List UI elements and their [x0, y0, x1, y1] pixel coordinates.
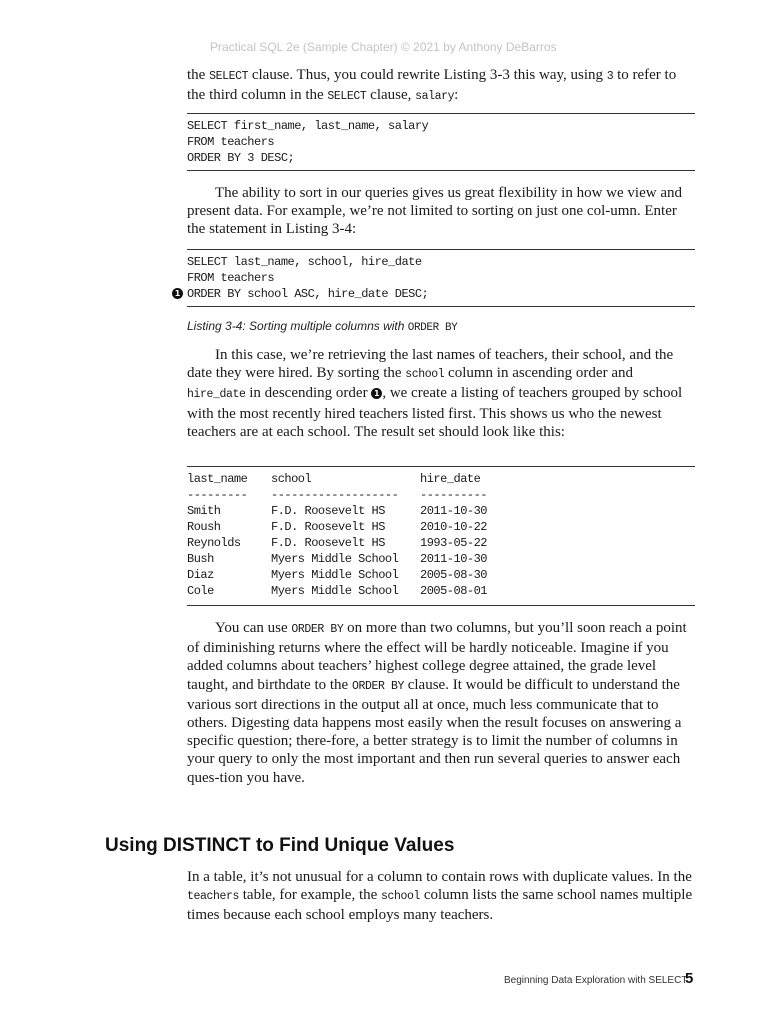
- inline-code: 3: [606, 70, 614, 83]
- code-line: SELECT last_name, school, hire_date: [187, 255, 422, 269]
- separator: -------------------: [271, 488, 399, 502]
- callout-marker-icon: 1: [371, 388, 382, 399]
- code-listing-3-4: [174, 249, 695, 307]
- text: clause. It would be difficult to understand the various sort directions in the output all at once, much less communicate that to others. Digesting data happens most easily when the result focuses on answering a specific question; there-fore, a better strategy is to limit the number of columns in your query to only the most important and then run several queries to answer each ques-tion you have.: [187, 676, 682, 786]
- cell-hire-date: 2011-10-30: [420, 504, 488, 518]
- paragraph-diminishing-returns: [187, 619, 695, 787]
- inline-code: school: [405, 368, 445, 382]
- text: in descending order: [245, 385, 372, 402]
- code-line: FROM teachers: [187, 135, 275, 149]
- paragraph-text: The ability to sort in our queries gives us great flexibility in how we view and present data. For example, we’re not limited to sorting on just one col-umn. Enter the statement in Listing 3-4:: [187, 185, 682, 238]
- text: to refer to the third column in the: [187, 67, 677, 104]
- column-header: school: [271, 472, 312, 486]
- cell-last-name: Cole: [187, 584, 214, 598]
- text: the: [187, 67, 210, 83]
- cell-last-name: Roush: [187, 520, 221, 534]
- paragraph-distinct-intro: [187, 868, 695, 925]
- cell-school: F.D. Roosevelt HS: [271, 536, 385, 550]
- separator: ----------: [420, 488, 488, 502]
- code-line: FROM teachers: [187, 271, 275, 285]
- result-set: [187, 466, 695, 606]
- table-row: [187, 535, 487, 551]
- cell-school: F.D. Roosevelt HS: [271, 520, 385, 534]
- inline-code: ORDER BY: [351, 679, 404, 693]
- page-header: Practical SQL 2e (Sample Chapter) © 2021 by Anthony DeBarros: [210, 40, 557, 54]
- text: :: [454, 87, 459, 104]
- inline-code: teachers: [187, 890, 240, 904]
- listing-caption: [187, 319, 457, 334]
- callout-marker-icon: 1: [172, 288, 183, 299]
- paragraph-result-explanation: [187, 346, 695, 441]
- cell-hire-date: 2005-08-30: [420, 568, 488, 582]
- cell-school: Myers Middle School: [271, 552, 399, 566]
- text: column in ascending order and: [444, 365, 633, 382]
- table-row: [187, 583, 487, 599]
- cell-last-name: Bush: [187, 552, 214, 566]
- text: table, for example, the: [239, 887, 382, 904]
- caption-text: Listing 3-4: Sorting multiple columns with: [187, 319, 408, 333]
- table-row: [187, 567, 487, 583]
- cell-last-name: Diaz: [187, 568, 214, 582]
- code-line: [174, 286, 695, 302]
- table-header-row: [187, 471, 487, 487]
- cell-school: Myers Middle School: [271, 584, 399, 598]
- text: , we create a listing of teachers grouped by school with the most recently hired teachers listed first. This shows us who the newest teachers are at each school. The result set should look like this:: [187, 385, 683, 440]
- inline-code: hire_date: [187, 388, 246, 402]
- cell-hire-date: 2005-08-01: [420, 584, 488, 598]
- inline-code: SELECT: [327, 90, 367, 104]
- text: In this case, we’re retrieving the last names of teachers, their school, and the date they were hired. By sorting the: [187, 347, 674, 382]
- separator: ---------: [187, 488, 248, 502]
- inline-code: SELECT: [209, 70, 249, 83]
- cell-last-name: Reynolds: [187, 536, 241, 550]
- cell-hire-date: 2011-10-30: [420, 552, 488, 566]
- column-header: hire_date: [420, 472, 481, 486]
- inline-code: ORDER BY: [291, 623, 344, 636]
- table-row: [187, 551, 487, 567]
- inline-code: salary: [415, 90, 455, 104]
- table-row: [187, 503, 487, 519]
- cell-last-name: Smith: [187, 504, 221, 518]
- code-line-text: ORDER BY school ASC, hire_date DESC;: [187, 287, 429, 301]
- result-table: [187, 471, 487, 599]
- section-heading: Using DISTINCT to Find Unique Values: [105, 835, 455, 856]
- cell-school: F.D. Roosevelt HS: [271, 504, 385, 518]
- code-line: ORDER BY 3 DESC;: [187, 151, 295, 165]
- cell-school: Myers Middle School: [271, 568, 399, 582]
- running-footer: Beginning Data Exploration with SELECT: [504, 975, 688, 986]
- text: You can use: [215, 620, 292, 636]
- cell-hire-date: 1993-05-22: [420, 536, 488, 550]
- text: on more than two columns, but you’ll soon reach a point of diminishing returns where the effect will be hardly noticeable. Imagine if you added columns about teachers’ highest college degree attained, the grade level taught, and birthdate to the: [187, 620, 687, 693]
- caption-code: ORDER BY: [407, 322, 458, 334]
- cell-hire-date: 2010-10-22: [420, 520, 488, 534]
- inline-code: school: [381, 890, 421, 904]
- code-line: SELECT first_name, last_name, salary: [187, 119, 429, 133]
- text: In a table, it’s not unusual for a column to contain rows with duplicate values. In the: [187, 869, 692, 885]
- text: clause,: [366, 87, 416, 104]
- page-number: 5: [685, 970, 694, 987]
- column-header: last_name: [187, 472, 248, 486]
- table-row: [187, 519, 487, 535]
- code-listing-3-3-rewrite: [187, 113, 695, 171]
- text: column lists the same school names multiple times because each school employs many teachers.: [187, 887, 693, 924]
- paragraph-intro: [187, 66, 695, 106]
- text: clause. Thus, you could rewrite Listing 3-3 this way, using: [248, 67, 607, 83]
- paragraph-sort-flexibility: [187, 184, 695, 239]
- separator-row: [187, 487, 487, 503]
